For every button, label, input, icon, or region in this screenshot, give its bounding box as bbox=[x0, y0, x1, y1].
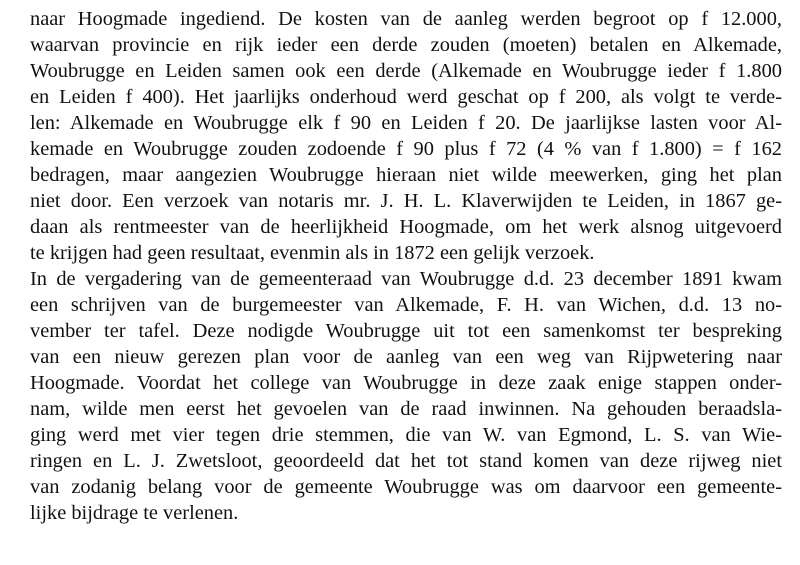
text-line: ringen en L. J. Zwetsloot, geoordeeld dat het tot stand komen van deze rijweg niet bbox=[30, 450, 782, 472]
text-line: van een nieuw gerezen plan voor de aanleg van een weg van Rijpwetering naar bbox=[30, 346, 782, 368]
text-line: van zodanig belang voor de gemeente Woubrugge was om daarvoor een gemeente- bbox=[30, 476, 782, 498]
text-line: In de vergadering van de gemeenteraad van Woubrugge d.d. 23 december 1891 kwam bbox=[30, 268, 782, 290]
text-line: nam, wilde men eerst het gevoelen van de raad inwinnen. Na gehouden beraadsla- bbox=[30, 398, 782, 420]
text-line: kemade en Woubrugge zouden zodoende f 90 plus f 72 (4 % van f 1.800) = f 162 bbox=[30, 138, 782, 160]
text-line: niet door. Een verzoek van notaris mr. J. H. L. Klaverwijden te Leiden, in 1867 ge- bbox=[30, 190, 782, 212]
text-line: te krijgen had geen resultaat, evenmin als in 1872 een gelijk verzoek. bbox=[30, 242, 595, 264]
text-line: ging werd met vier tegen drie stemmen, die van W. van Egmond, L. S. van Wie- bbox=[30, 424, 782, 446]
text-line: Hoogmade. Voordat het college van Woubrugge in deze zaak enige stappen onder- bbox=[30, 372, 782, 394]
paragraph-2 bbox=[30, 266, 782, 526]
text-line: lijke bijdrage te verlenen. bbox=[30, 502, 239, 524]
text-line: en Leiden f 400). Het jaarlijks onderhoud werd geschat op f 200, als volgt te verde- bbox=[30, 86, 782, 108]
text-line: waarvan provincie en rijk ieder een derde zouden (moeten) betalen en Alkemade, bbox=[30, 34, 782, 56]
text-line: daan als rentmeester van de heerlijkheid Hoogmade, om het werk alsnog uitgevoerd bbox=[30, 216, 782, 238]
text-line: naar Hoogmade ingediend. De kosten van de aanleg werden begroot op f 12.000, bbox=[30, 8, 782, 30]
text-line: een schrijven van de burgemeester van Alkemade, F. H. van Wichen, d.d. 13 no- bbox=[30, 294, 782, 316]
text-line: Woubrugge en Leiden samen ook een derde (Alkemade en Woubrugge ieder f 1.800 bbox=[30, 60, 782, 82]
document-page bbox=[30, 6, 782, 526]
text-line: len: Alkemade en Woubrugge elk f 90 en Leiden f 20. De jaarlijkse lasten voor Al- bbox=[30, 112, 782, 134]
text-line: bedragen, maar aangezien Woubrugge hieraan niet wilde meewerken, ging het plan bbox=[30, 164, 782, 186]
paragraph-1 bbox=[30, 6, 782, 266]
text-line: vember ter tafel. Deze nodigde Woubrugge uit tot een samenkomst ter bespreking bbox=[30, 320, 782, 342]
